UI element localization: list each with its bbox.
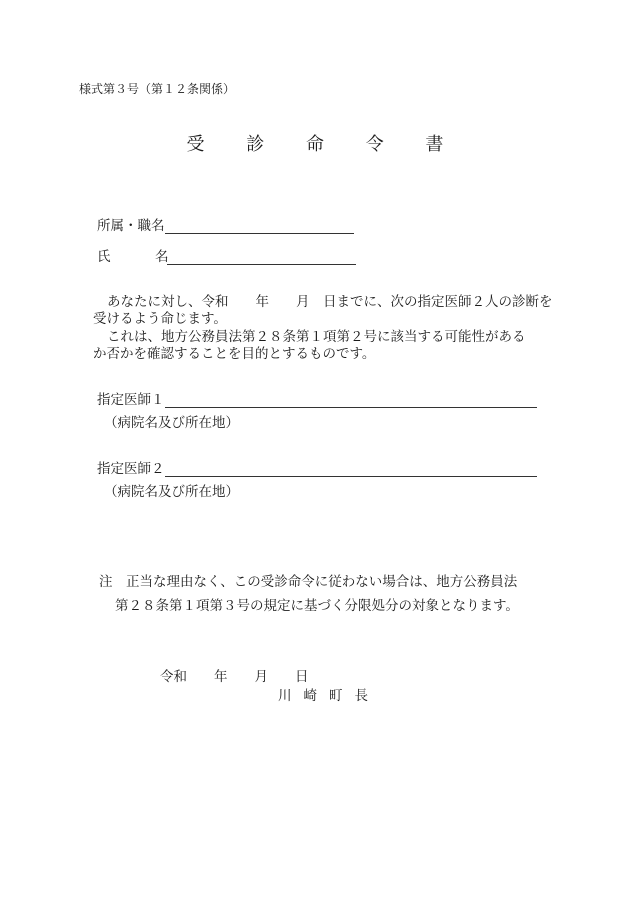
note-line-1: 注 正当な理由なく、この受診命令に従わない場合は、地方公務員法	[99, 574, 518, 590]
name-field	[97, 245, 356, 265]
designated-doctor-1-field	[97, 388, 537, 408]
name-label-first: 氏	[97, 249, 111, 265]
affiliation-underline	[165, 217, 354, 234]
designated-doctor-2-label: 指定医師２	[97, 461, 165, 477]
affiliation-label: 所属・職名	[97, 218, 165, 234]
designated-doctor-1-label: 指定医師１	[97, 392, 165, 408]
name-underline	[167, 248, 356, 265]
hospital-2-label: （病院名及び所在地）	[104, 484, 239, 500]
hospital-1-label: （病院名及び所在地）	[104, 415, 239, 431]
issuer-name: 川崎町長	[278, 688, 380, 704]
order-paragraph-line-2: 受けるよう命じます。	[93, 311, 227, 327]
document-title: 受 診 命 令 書	[186, 134, 462, 155]
form-number-label: 様式第３号（第１２条関係）	[79, 82, 236, 96]
affiliation-field	[97, 214, 354, 234]
note-line-2: 第２８条第１項第３号の規定に基づく分限処分の対象となります。	[115, 598, 519, 614]
purpose-paragraph-line-1: これは、地方公務員法第２８条第１項第２号に該当する可能性がある	[107, 329, 526, 345]
designated-doctor-2-field	[97, 457, 537, 477]
name-label-second: 名	[155, 249, 169, 265]
purpose-paragraph-line-2: か否かを確認することを目的とするものです。	[93, 346, 376, 362]
order-paragraph-line-1: あなたに対し、令和 年 月 日までに、次の指定医師２人の診断を	[107, 294, 553, 310]
designated-doctor-1-underline	[165, 391, 537, 408]
name-label	[97, 245, 167, 265]
designated-doctor-2-underline	[165, 460, 537, 477]
issue-date: 令和 年 月 日	[160, 669, 309, 685]
